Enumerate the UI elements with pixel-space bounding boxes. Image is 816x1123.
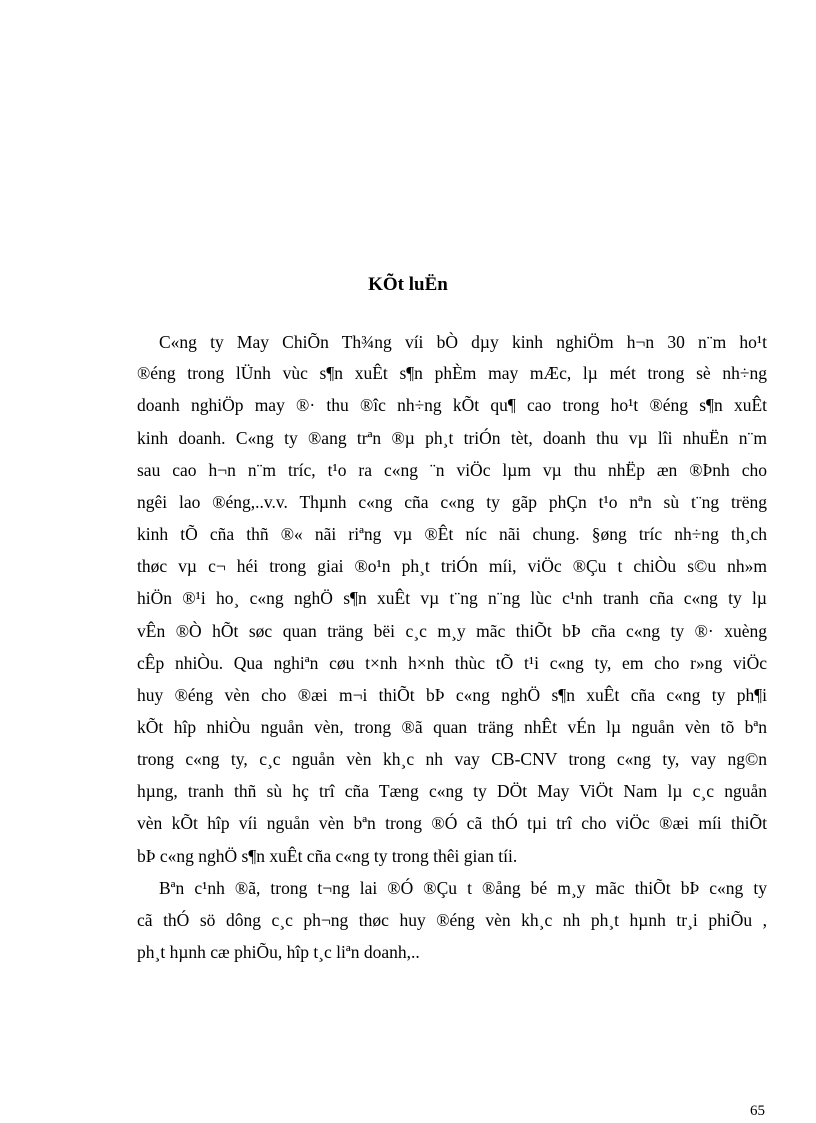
paragraph-line: kinh tÕ cña thñ ®« nãi riªng vµ ®Êt níc nãi chung. §øng tríc nh÷ng th¸ch bbox=[137, 524, 767, 544]
paragraph-line: kÕt hîp nhiÒu nguån vèn, trong ®ã quan träng nhÊt vÉn lµ nguån vèn tõ bªn bbox=[137, 717, 767, 737]
paragraph-line: ®éng trong lÜnh vùc s¶n xuÊt s¶n phÈm may mÆc, lµ mét trong sè nh÷ng bbox=[137, 363, 767, 383]
paragraph-line: hiÖn ®¹i ho¸ c«ng nghÖ s¶n xuÊt vµ t¨ng n¨ng lùc c¹nh tranh cña c«ng ty lµ bbox=[137, 588, 767, 608]
page-title: KÕt luËn bbox=[368, 274, 448, 295]
paragraph-line: cÊp nhiÒu. Qua nghiªn cøu t×nh h×nh thùc tÕ t¹i c«ng ty, em cho r»ng viÖc bbox=[137, 653, 767, 673]
paragraph-line: cã thÓ sö dông c¸c ph¬ng thøc huy ®éng vèn kh¸c nh ph¸t hµnh tr¸i phiÕu , bbox=[137, 910, 767, 930]
paragraph-line: kinh doanh. C«ng ty ®ang trªn ®µ ph¸t triÓn tèt, doanh thu vµ lîi nhuËn n¨m bbox=[137, 428, 767, 448]
paragraph-line: sau cao h¬n n¨m tríc, t¹o ra c«ng ¨n viÖc lµm vµ thu nhËp æn ®Þnh cho bbox=[137, 460, 767, 480]
paragraph-line: ngêi lao ®éng,..v.v. Thµnh c«ng cña c«ng ty gãp phÇn t¹o nªn sù t¨ng trëng bbox=[137, 492, 767, 512]
page-number: 65 bbox=[750, 1103, 765, 1119]
paragraph-line: huy ®éng vèn cho ®æi m¬i thiÕt bÞ c«ng nghÖ s¶n xuÊt cña c«ng ty ph¶i bbox=[137, 685, 767, 705]
paragraph-line: thøc vµ c¬ héi trong giai ®o¹n ph¸t triÓn míi, viÖc ®Çu t chiÒu s©u nh»m bbox=[137, 556, 767, 576]
paragraph-line: doanh nghiÖp may ®· thu ®îc nh÷ng kÕt qu¶ cao trong ho¹t ®éng s¶n xuÊt bbox=[137, 395, 767, 415]
paragraph-line: trong c«ng ty, c¸c nguån vèn kh¸c nh vay CB-CNV trong c«ng ty, vay ng©n bbox=[137, 749, 767, 769]
paragraph-line: Bªn c¹nh ®ã, trong t¬ng lai ®Ó ®Çu t ®ång bé m¸y mãc thiÕt bÞ c«ng ty bbox=[159, 878, 767, 898]
paragraph-line: C«ng ty May ChiÕn Th¾ng víi bÒ dµy kinh nghiÖm h¬n 30 n¨m ho¹t bbox=[159, 332, 767, 352]
paragraph-line: hµng, tranh thñ sù hç trî cña Tæng c«ng ty DÖt May ViÖt Nam lµ c¸c nguån bbox=[137, 781, 767, 801]
paragraph-line: vèn kÕt hîp víi nguån vèn bªn trong ®Ó cã thÓ tµi trî cho viÖc ®æi míi thiÕt bbox=[137, 813, 767, 833]
paragraph-line: bÞ c«ng nghÖ s¶n xuÊt cña c«ng ty trong thêi gian tíi. bbox=[137, 846, 518, 866]
paragraph-line: ph¸t hµnh cæ phiÕu, hîp t¸c liªn doanh,.. bbox=[137, 942, 420, 962]
paragraph-line: vÊn ®Ò hÕt søc quan träng bëi c¸c m¸y mãc thiÕt bÞ cña c«ng ty ®· xuèng bbox=[137, 621, 767, 641]
